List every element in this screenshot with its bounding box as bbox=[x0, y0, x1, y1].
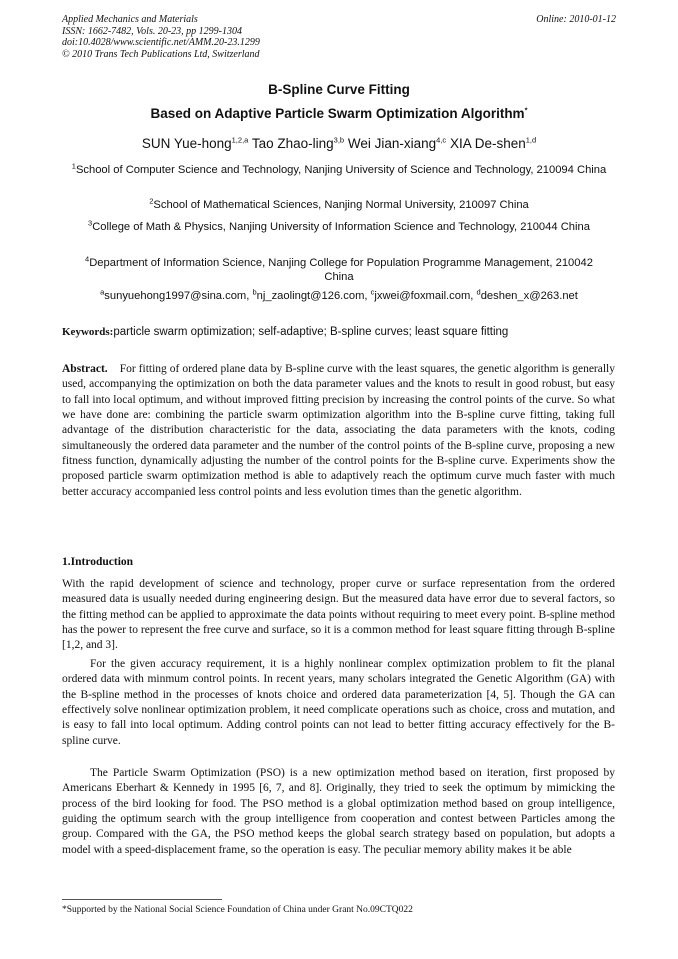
affiliation-text: Department of Information Science, Nanjing College for Population Programme Management, 210042 China bbox=[89, 257, 593, 283]
doi-line: doi:10.4028/www.scientific.net/AMM.20-23.1299 bbox=[62, 37, 260, 48]
author-name: XIA De-shen bbox=[449, 136, 526, 151]
section-heading bbox=[62, 556, 133, 568]
keywords-text: particle swarm optimization; self-adaptive; B-spline curves; least square fitting bbox=[113, 326, 509, 338]
paper-title-line-1: B-Spline Curve Fitting bbox=[268, 82, 410, 97]
affiliation-mark: 1 bbox=[71, 161, 76, 171]
funding-footnote: *Supported by the National Social Science Foundation of China under Grant No.09CTQ022 bbox=[62, 905, 413, 915]
affiliation bbox=[70, 198, 608, 212]
email-address[interactable]: deshen_x@263.net bbox=[480, 290, 578, 302]
affiliation-text: School of Mathematical Sciences, Nanjing Normal University, 210097 China bbox=[153, 199, 529, 211]
intro-paragraph-3: The Particle Swarm Optimization (PSO) is a new optimization method based on iteration, first proposed by Americans Eberhart & Kennedy in 1995 [6, 7, and 8]. Originally, they tried to seek the optimum by mimicking the process of the bird looking for food. The PSO method is a global optimization method based on group intelligence, guiding the optimum search with the group intelligence from cooperation and contest between Particles among the group. Compared with the GA, the PSO method keeps the global search strategy based on population, but adopts a model with a speed-displacement frame, so the operation is easy. The peculiar memory ability makes it be able bbox=[62, 767, 615, 856]
email-mark: a bbox=[100, 287, 105, 297]
title-footnote-mark: * bbox=[524, 105, 528, 115]
author-affiliation-mark: 3,b bbox=[333, 135, 345, 145]
author-affiliation-mark: 1,d bbox=[525, 135, 537, 145]
author-emails bbox=[40, 287, 638, 302]
abstract-paragraph bbox=[62, 362, 615, 500]
affiliation-text: College of Math & Physics, Nanjing University of Information Science and Technology, 210044 China bbox=[92, 221, 590, 233]
affiliation-mark: 3 bbox=[88, 218, 93, 228]
intro-paragraph-1: With the rapid development of science and technology, proper curve or surface representation from the ordered measured data is usually needed during engineering design. But the measured data have error due to several factors, so the fitting method can be applied to approximate the data points without requiring to meet every point. B-spline method has the power to represent the free curve and surface, so it is a common method for least square fitting through B-spline [1,2, and 3]. bbox=[62, 578, 615, 652]
footnote-divider bbox=[62, 899, 222, 900]
affiliation-text: School of Computer Science and Technology, Nanjing University of Science and Technology, 210094 China bbox=[75, 164, 607, 176]
affiliation bbox=[70, 220, 608, 234]
online-date: Online: 2010-01-12 bbox=[536, 14, 616, 25]
email-mark: b bbox=[252, 287, 257, 297]
email-mark: c bbox=[370, 287, 375, 297]
affiliation-mark: 4 bbox=[85, 254, 90, 264]
paper-title-line-2 bbox=[40, 106, 638, 121]
author-affiliation-mark: 1,2,a bbox=[231, 135, 249, 145]
paper-title-text: Based on Adaptive Particle Swarm Optimization Algorithm bbox=[150, 106, 525, 121]
email-address[interactable]: jxwei@foxmail.com, bbox=[374, 290, 474, 302]
email-address[interactable]: sunyuehong1997@sina.com, bbox=[104, 290, 250, 302]
journal-name: Applied Mechanics and Materials bbox=[62, 14, 198, 25]
affiliation-mark: 2 bbox=[149, 196, 154, 206]
keywords-label: Keywords: bbox=[62, 326, 114, 338]
email-mark: d bbox=[476, 287, 481, 297]
affiliation bbox=[70, 163, 608, 177]
author-name: SUN Yue-hong bbox=[141, 136, 232, 151]
author-name: Tao Zhao-ling bbox=[251, 136, 334, 151]
author-affiliation-mark: 4,c bbox=[436, 135, 447, 145]
author-list bbox=[40, 136, 638, 151]
abstract-text: For fitting of ordered plane data by B-spline curve with the least squares, the genetic algorithm is generally used, accompanying the optimization on both the data parameter values and the knots to result in good robust, but easy to fall into local optimum, and without improved fitting precision by increasing the control points of the curve. So what we have done are: combining the particle swarm optimization algorithm into the B-spline curve fitting, taking full advantage of the distribution characteristic for the data, associating the data parameters with the knots, coding simultaneously the ordered data parameter and the number of the control points of the B-spline curve, proposing a new fitness function, dynamically adjusting the number of the control points for the B-spline curve. Experiments show the proposed particle swarm optimization method is able to adaptively reach the optimum curve much faster with much better accuracy accompanied less control points and less evolution times than the genetic algorithm. bbox=[62, 363, 616, 498]
section-number: 1. bbox=[62, 556, 71, 568]
affiliation bbox=[70, 256, 608, 284]
author-name: Wei Jian-xiang bbox=[347, 136, 437, 151]
journal-header bbox=[62, 14, 616, 60]
intro-paragraph-2: For the given accuracy requirement, it is a highly nonlinear complex optimization problem to fit the planal ordered data with minmum control points. In recent years, many scholars integrated the Genetic Algorithm (GA) with the B-spline method in the processes of knots choice and ordered data parameterization [4, 5]. Though the GA can effectively solve nonlinear optimization problem, it need complicate operations such as choice, cross and mutation, and is easy to fall into local optimum. Adding control points can not lead to better fitting accuracy effectively for the B-spline curve. bbox=[62, 658, 615, 747]
section-title: Introduction bbox=[70, 556, 134, 568]
issn-line: ISSN: 1662-7482, Vols. 20-23, pp 1299-1304 bbox=[62, 25, 242, 37]
keywords-line bbox=[62, 326, 616, 338]
copyright-line: © 2010 Trans Tech Publications Ltd, Switzerland bbox=[62, 48, 260, 60]
email-address[interactable]: nj_zaolingt@126.com, bbox=[256, 290, 368, 302]
abstract-label: Abstract. bbox=[62, 363, 108, 375]
